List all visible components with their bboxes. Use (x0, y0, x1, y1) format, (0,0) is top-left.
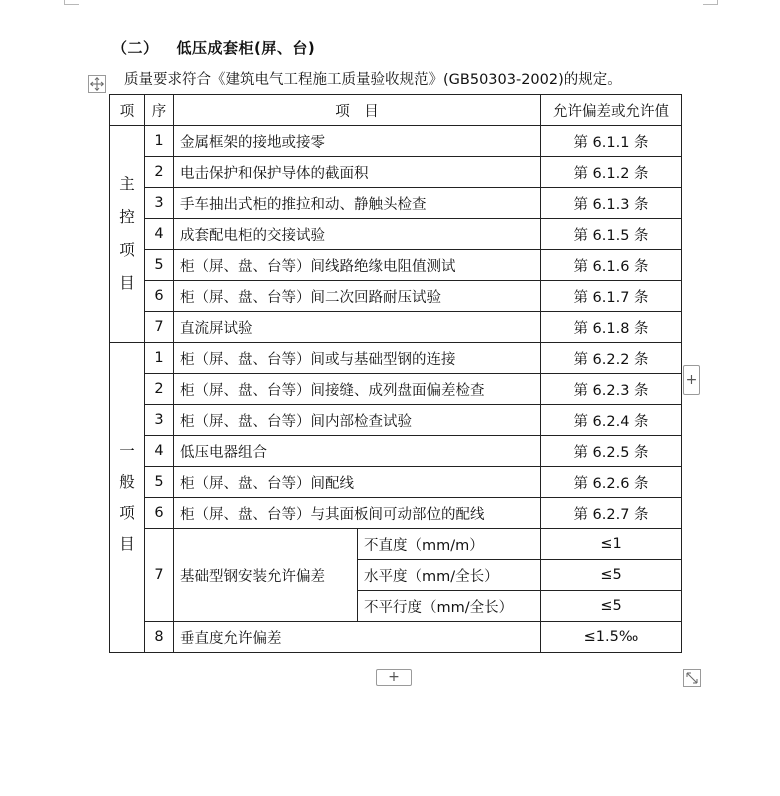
row-value: 第 6.2.4 条 (541, 405, 682, 436)
table-row (110, 374, 682, 405)
row-item: 低压电器组合 (174, 436, 541, 467)
header-tolerance: 允许偏差或允许值 (541, 95, 682, 126)
row-item: 成套配电柜的交接试验 (174, 219, 541, 250)
inspection-table (109, 94, 682, 653)
table-row (110, 157, 682, 188)
row-item: 电击保护和保护导体的截面积 (174, 157, 541, 188)
section-title: 低压成套柜(屏、台) (176, 39, 316, 57)
table-row (110, 529, 682, 560)
row-value: 第 6.1.7 条 (541, 281, 682, 312)
table-row (110, 343, 682, 374)
row-item: 柜（屏、盘、台等）间或与基础型钢的连接 (174, 343, 541, 374)
table-header-row (110, 95, 682, 126)
table-row (110, 312, 682, 343)
row-item: 垂直度允许偏差 (174, 622, 541, 653)
table-row (110, 436, 682, 467)
row-seq: 6 (145, 281, 174, 312)
table-row (110, 281, 682, 312)
row-seq: 2 (145, 157, 174, 188)
row-item: 手车抽出式柜的推拉和动、静触头检查 (174, 188, 541, 219)
table-row (110, 250, 682, 281)
row-item: 柜（屏、盘、台等）与其面板间可动部位的配线 (174, 498, 541, 529)
row-seq: 6 (145, 498, 174, 529)
row-value: 第 6.2.3 条 (541, 374, 682, 405)
table-row (110, 219, 682, 250)
row-seq: 8 (145, 622, 174, 653)
row-item: 柜（屏、盘、台等）间内部检查试验 (174, 405, 541, 436)
intro-paragraph: 质量要求符合《建筑电气工程施工质量验收规范》(GB50303-2002)的规定。 (124, 72, 622, 88)
row-value: 第 6.2.6 条 (541, 467, 682, 498)
row-value: 第 6.1.5 条 (541, 219, 682, 250)
row-value: 第 6.2.5 条 (541, 436, 682, 467)
sub-item-value: ≤5 (541, 591, 682, 622)
row-item: 柜（屏、盘、台等）间接缝、成列盘面偏差检查 (174, 374, 541, 405)
row-value: 第 6.2.7 条 (541, 498, 682, 529)
table-row (110, 188, 682, 219)
row-item: 柜（屏、盘、台等）间配线 (174, 467, 541, 498)
table-move-handle[interactable] (88, 75, 106, 93)
row-seq: 3 (145, 405, 174, 436)
row-value: 第 6.1.6 条 (541, 250, 682, 281)
header-seq: 序 (145, 95, 174, 126)
table-resize-handle[interactable] (683, 669, 701, 687)
row-seq: 7 (145, 312, 174, 343)
page-corner-mark-right (703, 0, 718, 5)
resize-icon (686, 672, 698, 684)
table-row (110, 126, 682, 157)
row-seq: 1 (145, 343, 174, 374)
section-heading (112, 37, 315, 58)
sub-item-value: ≤5 (541, 560, 682, 591)
page-corner-mark-left (64, 0, 79, 5)
row-value: 第 6.1.2 条 (541, 157, 682, 188)
row-seq: 4 (145, 219, 174, 250)
row-seq: 5 (145, 467, 174, 498)
row-item: 金属框架的接地或接零 (174, 126, 541, 157)
add-row-button[interactable]: + (376, 669, 412, 686)
sub-item-label: 不直度（mm/m） (358, 529, 541, 560)
row-seq: 3 (145, 188, 174, 219)
group-main-label: 主控项目 (119, 175, 135, 292)
row-item: 直流屏试验 (174, 312, 541, 343)
sub-item-label: 水平度（mm/全长） (358, 560, 541, 591)
row-seq: 4 (145, 436, 174, 467)
row-value: 第 6.1.8 条 (541, 312, 682, 343)
sub-item-value: ≤1 (541, 529, 682, 560)
add-column-button[interactable]: + (683, 365, 700, 395)
header-category: 项 (110, 95, 145, 126)
row-value: 第 6.1.3 条 (541, 188, 682, 219)
row-item: 柜（屏、盘、台等）间二次回路耐压试验 (174, 281, 541, 312)
table-row (110, 622, 682, 653)
table-row (110, 467, 682, 498)
row-item: 柜（屏、盘、台等）间线路绝缘电阻值测试 (174, 250, 541, 281)
group-main-cell (110, 126, 145, 343)
row-seq: 1 (145, 126, 174, 157)
row-item: 基础型钢安装允许偏差 (174, 529, 358, 622)
group-general-label: 一般项目 (119, 441, 135, 553)
row-seq: 5 (145, 250, 174, 281)
row-seq: 7 (145, 529, 174, 622)
sub-item-label: 不平行度（mm/全长） (358, 591, 541, 622)
row-value: 第 6.2.2 条 (541, 343, 682, 374)
row-value: 第 6.1.1 条 (541, 126, 682, 157)
group-general-cell (110, 343, 145, 653)
move-icon (90, 77, 104, 91)
header-item: 项 目 (174, 95, 541, 126)
section-number: （二） (112, 39, 159, 57)
table-row (110, 498, 682, 529)
row-value: ≤1.5‰ (541, 622, 682, 653)
row-seq: 2 (145, 374, 174, 405)
table-row (110, 405, 682, 436)
